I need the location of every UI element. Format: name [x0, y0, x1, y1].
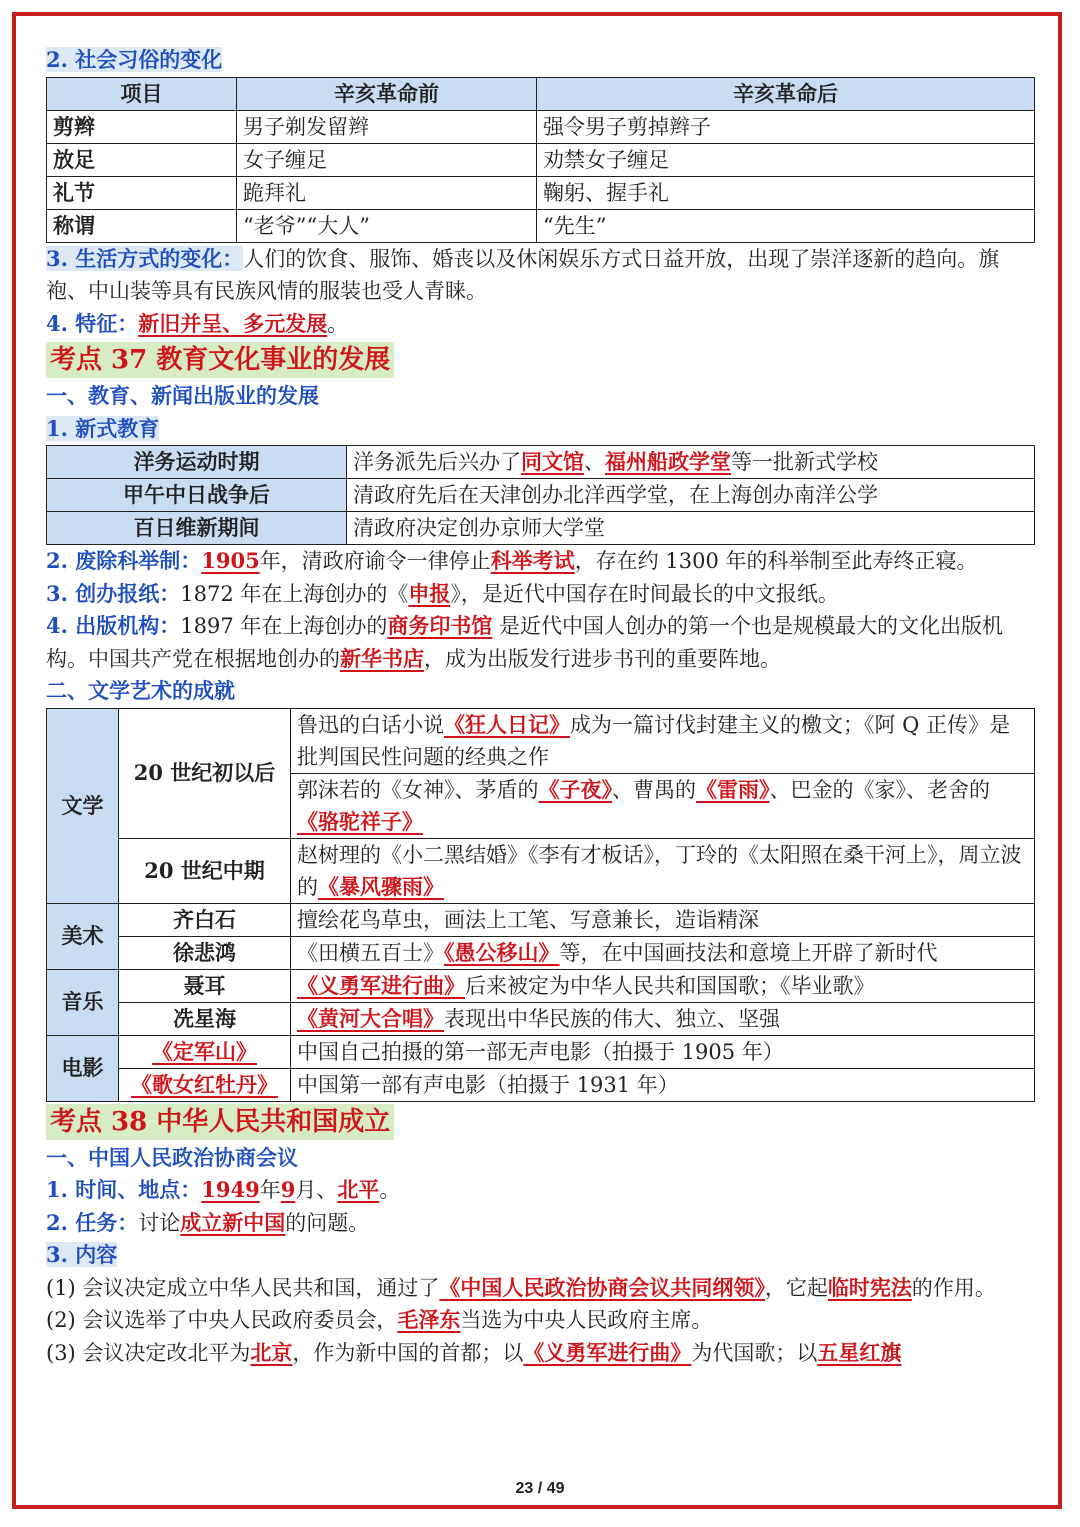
table-row: 百日维新期间 清政府决定创办京师大学堂 — [47, 512, 1035, 545]
table-header: 辛亥革命后 — [537, 77, 1035, 110]
table-row: 文学 20 世纪初以后 鲁迅的白话小说《狂人日记》成为一篇讨伐封建主义的檄文；《阿 Q 正传》是批判国民性问题的经典之作 — [47, 708, 1035, 773]
time-place-paragraph: 1. 时间、地点：1949年9月、北平。 — [46, 1177, 401, 1202]
newspaper-paragraph: 3. 创办报纸：1872 年在上海创办的《申报》，是近代中国存在时间最长的中文报纸。 — [46, 580, 839, 606]
customs-heading: 2. 社会习俗的变化 — [46, 47, 223, 72]
content-item-1: (1) 会议决定成立中华人民共和国，通过了《中国人民政治协商会议共同纲领》，它起临时宪法的作用。 — [46, 1274, 996, 1300]
table-row: 剪辫 男子剃发留辫 强令男子剪掉辫子 — [47, 110, 1035, 143]
subsection-heading: 一、教育、新闻出版业的发展 — [46, 383, 319, 408]
page-number: 23 / 49 — [515, 1480, 565, 1497]
table-row: 电影 《定军山》 中国自己拍摄的第一部无声电影（拍摄于 1905 年） — [47, 1035, 1035, 1068]
lifestyle-paragraph: 3. 生活方式的变化：人们的饮食、服饰、婚丧以及休闲娱乐方式日益开放，出现了崇洋逐新的趋向。旗袍、中山装等具有民族风情的服装也受人青睐。 — [46, 245, 1000, 303]
content-heading: 3. 内容 — [46, 1242, 118, 1267]
literature-table — [46, 708, 1035, 1102]
content-item-2: (2) 会议选举了中央人民政府委员会，毛泽东当选为中央人民政府主席。 — [46, 1307, 713, 1332]
subsection-heading: 二、文学艺术的成就 — [46, 678, 235, 703]
section-title-37: 考点 37 教育文化事业的发展 — [46, 340, 1036, 380]
education-table — [46, 445, 1035, 545]
table-row: 徐悲鸿 《田横五百士》《愚公移山》等，在中国画技法和意境上开辟了新时代 — [47, 936, 1035, 969]
table-row: 冼星海 《黄河大合唱》表现出中华民族的伟大、独立、坚强 — [47, 1002, 1035, 1035]
subsection-heading: 一、中国人民政治协商会议 — [46, 1144, 298, 1170]
customs-table — [46, 77, 1035, 243]
page-content — [46, 44, 1036, 1369]
section-title-38: 考点 38 中华人民共和国成立 — [46, 1102, 1036, 1142]
table-row: 放足 女子缠足 劝禁女子缠足 — [47, 143, 1035, 176]
keju-paragraph: 2. 废除科举制：1905年，清政府谕令一律停止科举考试，存在约 1300 年的科举制至此寿终正寝。 — [46, 548, 978, 573]
table-row: 甲午中日战争后 清政府先后在天津创办北洋西学堂，在上海创办南洋公学 — [47, 479, 1035, 512]
new-education-heading: 1. 新式教育 — [46, 415, 160, 441]
table-row: 礼节 跪拜礼 鞠躬、握手礼 — [47, 176, 1035, 209]
table-row: 郭沫若的《女神》、茅盾的《子夜》、曹禺的《雷雨》、巴金的《家》、老舍的《骆驼祥子》 — [47, 773, 1035, 838]
table-row: 美术 齐白石 擅绘花鸟草虫，画法上工笔、写意兼长，造诣精深 — [47, 903, 1035, 936]
table-header: 辛亥革命前 — [237, 77, 537, 110]
feature-paragraph: 4. 特征：新旧并呈、多元发展。 — [46, 310, 349, 336]
table-row: 音乐 聂耳 《义勇军进行曲》后来被定为中华人民共和国国歌；《毕业歌》 — [47, 969, 1035, 1002]
task-paragraph: 2. 任务：讨论成立新中国的问题。 — [46, 1209, 370, 1235]
table-row: 称谓 “老爷”“大人” “先生” — [47, 209, 1035, 242]
table-row: 洋务运动时期 洋务派先后兴办了同文馆、福州船政学堂等一批新式学校 — [47, 446, 1035, 479]
table-header: 项目 — [47, 77, 237, 110]
table-row: 《歌女红牡丹》 中国第一部有声电影（拍摄于 1931 年） — [47, 1068, 1035, 1101]
publishing-paragraph: 4. 出版机构：1897 年在上海创办的商务印书馆 是近代中国人创办的第一个也是规模最大的文化出版机构。中国共产党在根据地创办的新华书店，成为出版发行进步书刊的重要阵地。 — [46, 613, 1004, 671]
content-item-3: (3) 会议决定改北平为北京，作为新中国的首都；以《义勇军进行曲》为代国歌；以五星红旗 — [46, 1339, 902, 1365]
table-row: 20 世纪中期 赵树理的《小二黑结婚》《李有才板话》，丁玲的《太阳照在桑干河上》，周立波的《暴风骤雨》 — [47, 838, 1035, 903]
